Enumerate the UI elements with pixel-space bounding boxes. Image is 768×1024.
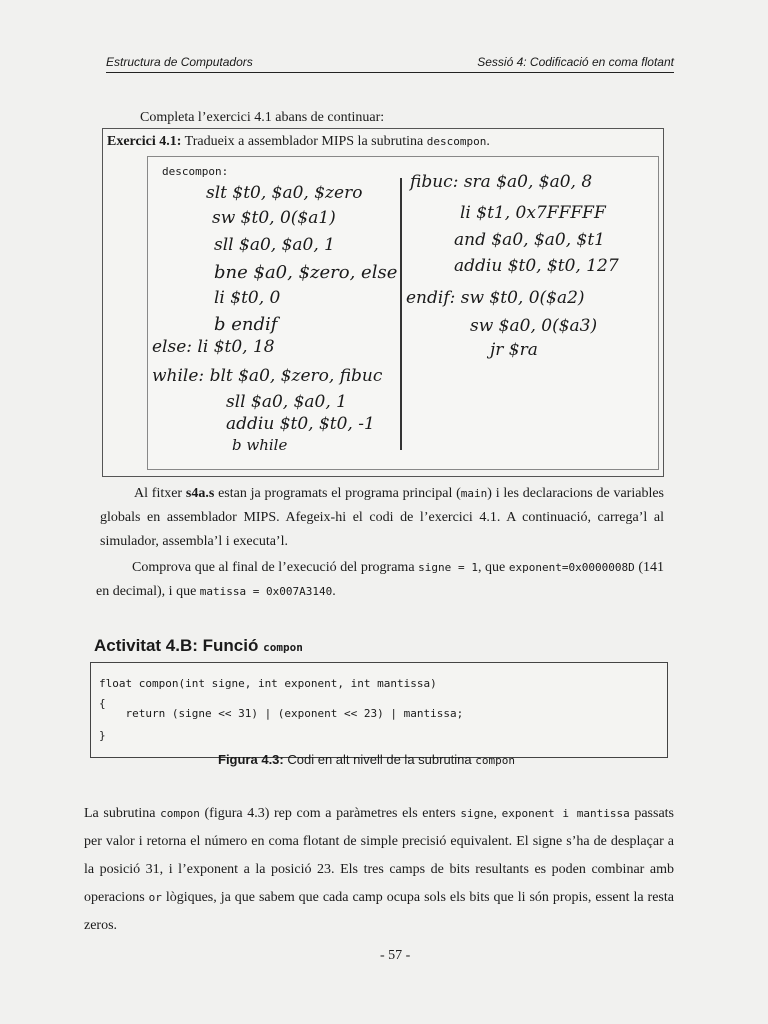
paragraph-check-result (96, 556, 664, 604)
code-run: compon (160, 807, 200, 820)
code-listing (90, 662, 668, 758)
exercise-code-name: descompon (426, 135, 487, 148)
handwritten-line: endif: sw $t0, 0($a2) (406, 288, 585, 308)
handwritten-line: jr $ra (490, 340, 538, 360)
code-run: signe = 1 (418, 561, 478, 574)
handwritten-line: while: blt $a0, $zero, fibuc (152, 366, 383, 386)
text-run: Al fitxer (134, 486, 186, 501)
paragraph-compon (84, 800, 674, 940)
text-run: Comprova que al final de l’execució del programa (132, 560, 419, 575)
code-label: descompon: (162, 165, 229, 178)
section-code: compon (263, 641, 303, 654)
figure-caption (218, 752, 515, 767)
code-run: exponent i mantissa (501, 807, 630, 820)
handwritten-line: addiu $t0, $t0, 127 (454, 256, 619, 276)
paragraph-main-file (100, 482, 664, 554)
handwritten-line: bne $a0, $zero, else (214, 262, 398, 283)
handwritten-divider (400, 178, 402, 450)
code-run: 0x0000008D (568, 561, 635, 574)
text-run: , que (477, 560, 509, 575)
code-run: signe (460, 807, 494, 820)
code-line: } (99, 729, 106, 742)
code-run: matissa = 0x007A3140 (199, 585, 333, 598)
intro-instruction: Completa l’exercici 4.1 abans de continuar: (140, 110, 385, 125)
handwritten-line: sw $t0, 0($a1) (212, 208, 336, 228)
handwritten-line: and $a0, $a0, $t1 (454, 230, 605, 250)
handwritten-line: slt $t0, $a0, $zero (206, 183, 363, 203)
header-session-title: Sessió 4: Codificació en coma flotant (477, 55, 674, 69)
handwritten-line: b endif (214, 314, 278, 335)
text-run: La subrutina (84, 806, 161, 821)
handwritten-line: addiu $t0, $t0, -1 (226, 414, 375, 434)
caption-text: Codi en alt nivell de la subrutina (283, 752, 476, 767)
page-number: - 57 - (380, 948, 411, 963)
code-line: float compon(int signe, int exponent, int mantissa) (99, 677, 437, 690)
text-run: ) i les declaracions de variables globals en assemblador MIPS. Afegeix-hi el codi de l’exercici 4.1. A continuació, carrega’l al simulador, assembla’l i executa’l. (100, 486, 664, 549)
caption-label: Figura 4.3: (218, 752, 284, 767)
text-run: , (493, 806, 502, 821)
file-name: s4a.s (185, 486, 215, 501)
exercise-title (107, 134, 490, 150)
text-run: (figura 4.3) rep com a paràmetres els enters (199, 806, 461, 821)
text-run: . (332, 584, 336, 599)
code-line: return (signe << 31) | (exponent << 23) | mantissa; (99, 707, 464, 720)
exercise-title-end: . (486, 134, 490, 149)
exercise-text: Tradueix a assemblador MIPS la subrutina (181, 134, 427, 149)
handwritten-line: li $t0, 0 (214, 288, 281, 308)
code-line: { (99, 697, 106, 710)
handwritten-line: sw $a0, 0($a3) (470, 316, 598, 336)
caption-code: compon (475, 754, 516, 767)
text-run: estan ja programats el programa principal ( (214, 486, 461, 501)
section-title: Activitat 4.B: Funció (94, 636, 264, 655)
code-run: main (460, 487, 488, 500)
section-heading (94, 636, 303, 656)
code-run: or (148, 891, 162, 904)
text-run: passats per valor i retorna el número en coma flotant de simple precisió equivalent. El signe s’ha de desplaçar a la posició 31, i l’exponent a la posició 23. Els tres camps de bits resultants es poden combinar amb operacions (84, 806, 674, 905)
exercise-number: Exercici 4.1: (107, 134, 182, 149)
handwritten-line: li $t1, 0x7FFFFF (460, 203, 606, 223)
text-run: lògiques, ja que sabem que cada camp ocupa sols els bits que li són propis, essent la resta zeros. (84, 890, 674, 933)
handwritten-line: b while (232, 436, 288, 454)
handwritten-line: sll $a0, $a0, 1 (214, 235, 335, 255)
handwritten-line: fibuc: sra $a0, $a0, 8 (410, 172, 593, 192)
header-course-title: Estructura de Computadors (106, 55, 253, 69)
text-run: (141 en decimal), i que (96, 560, 664, 599)
handwritten-line: else: li $t0, 18 (152, 337, 275, 357)
running-header (106, 55, 674, 73)
code-run: exponent= (508, 561, 569, 574)
handwritten-line: sll $a0, $a0, 1 (226, 392, 347, 412)
